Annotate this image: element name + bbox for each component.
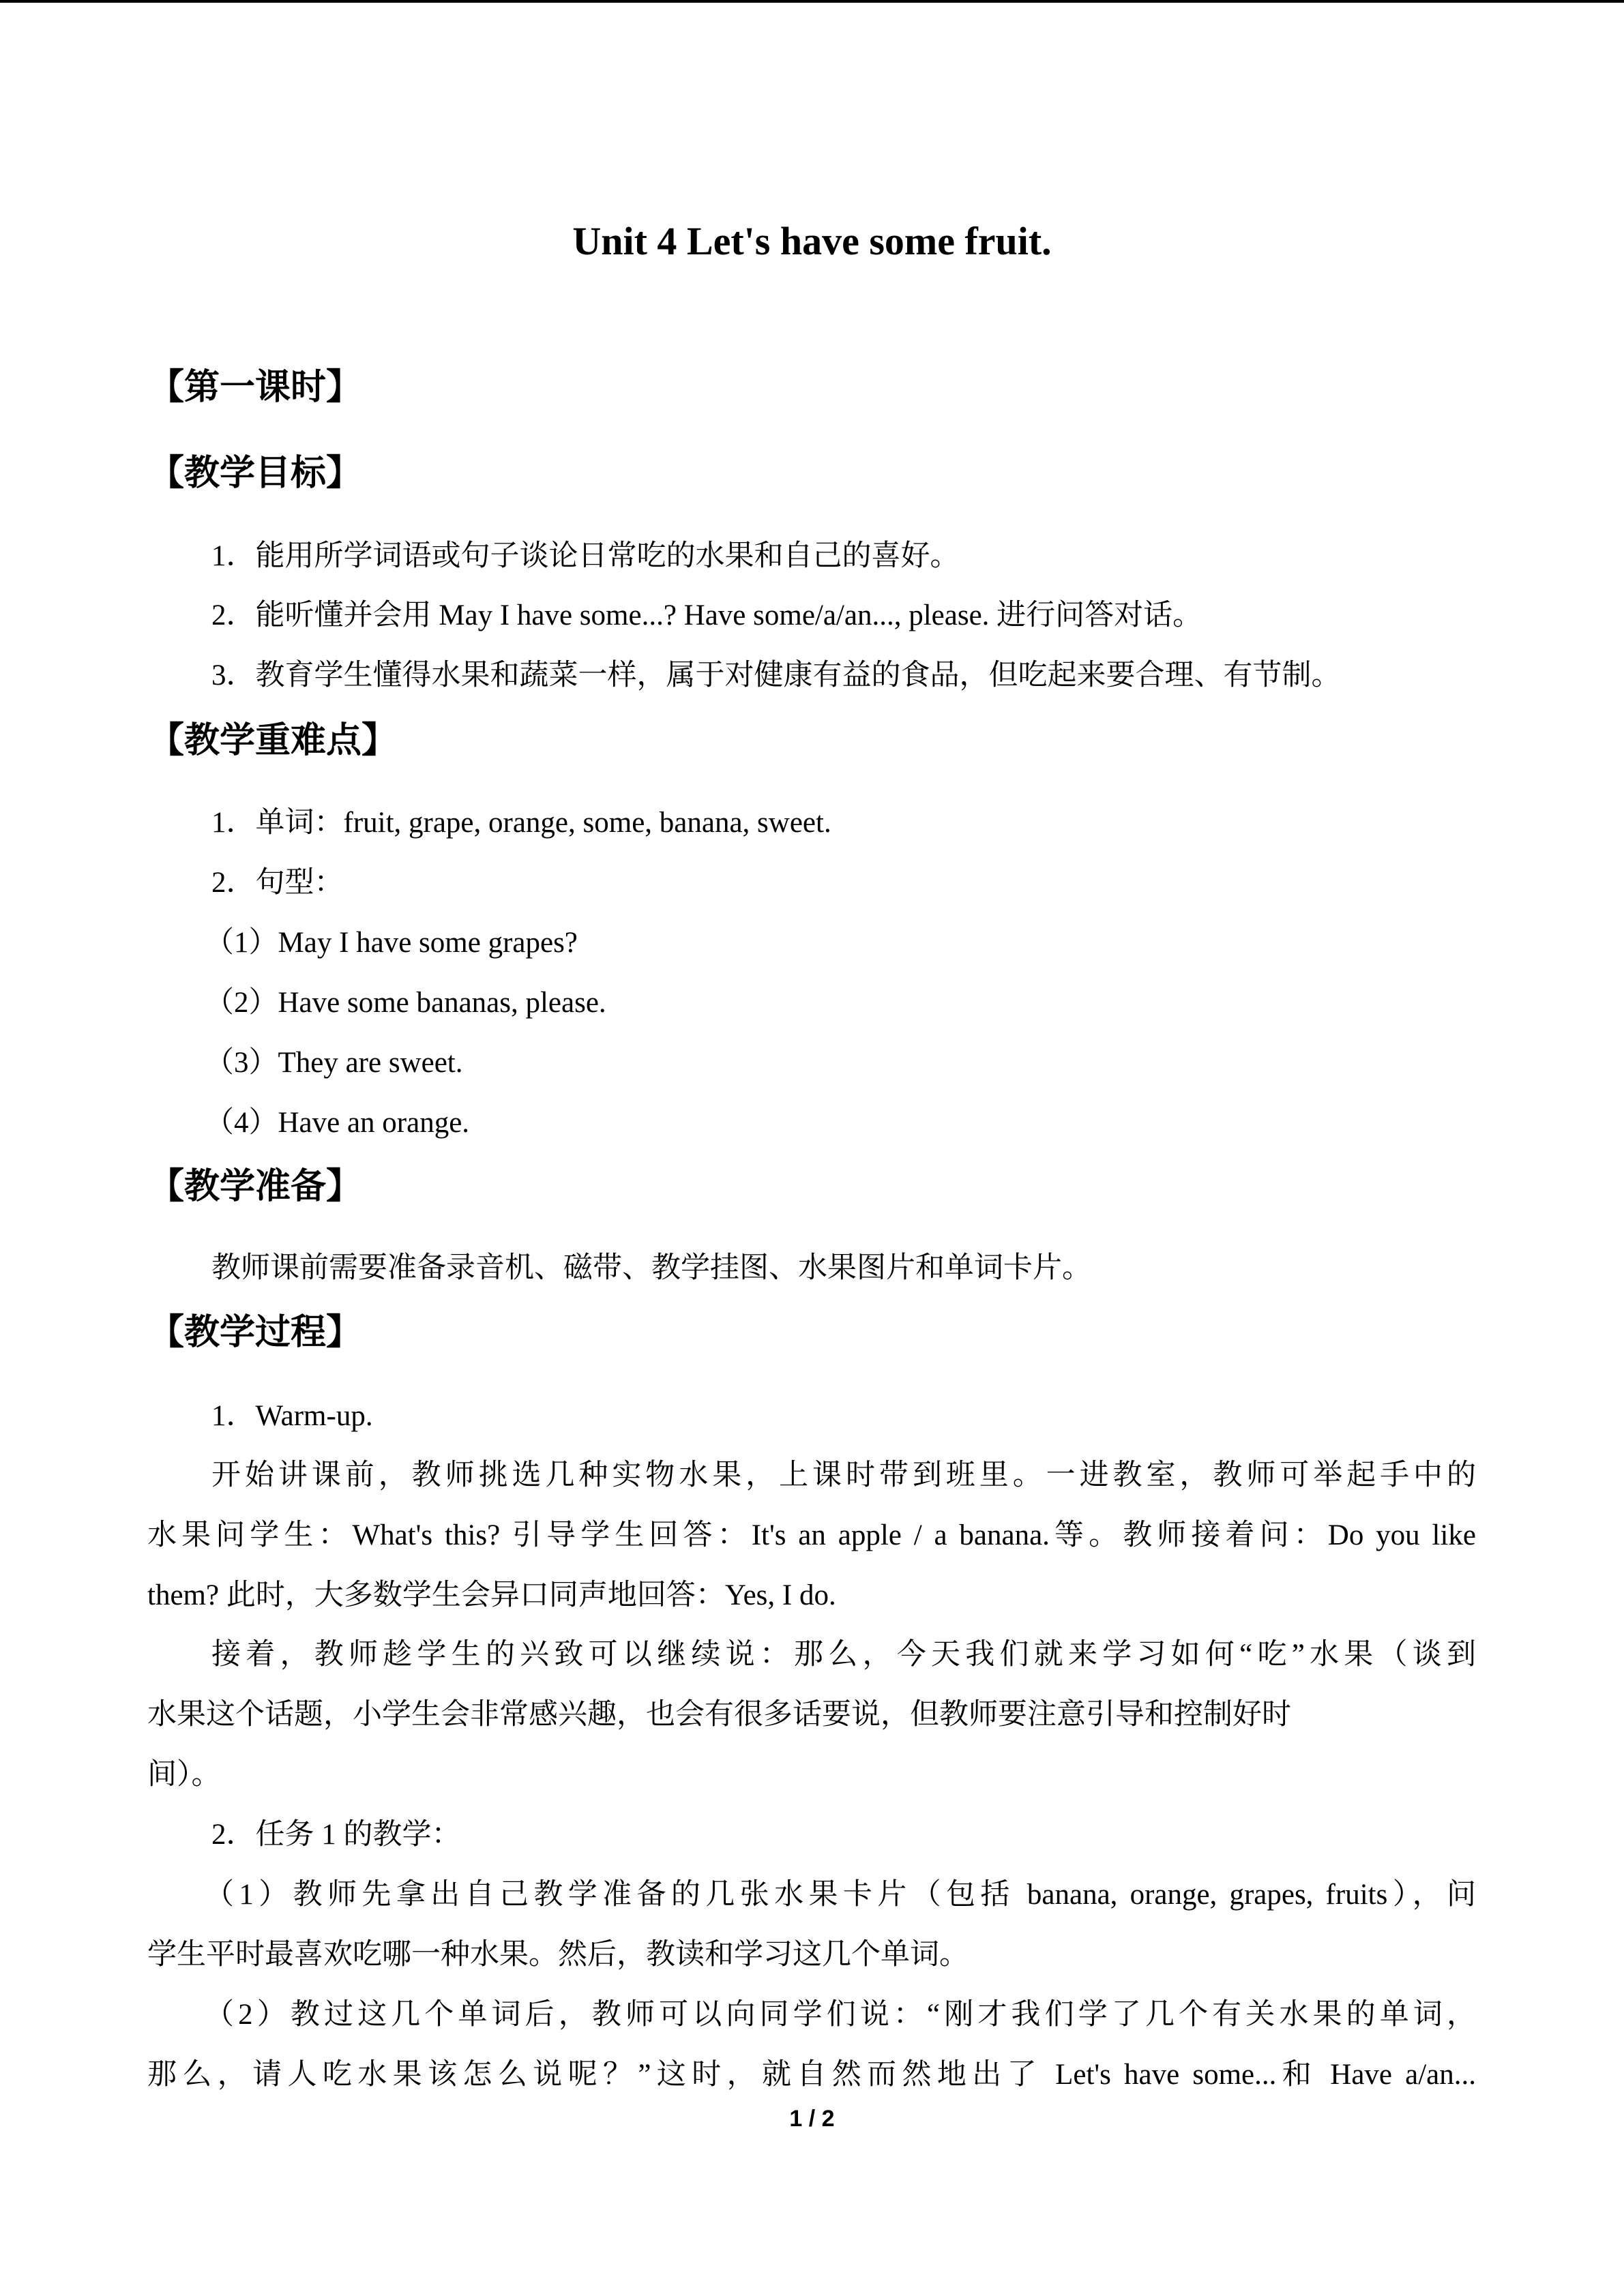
page-number: 1 / 2 [789, 2106, 835, 2132]
key-point-sentence-2: （2）Have some bananas, please. [205, 987, 606, 1019]
step-1-title: 1．Warm-up. [211, 1400, 373, 1432]
heading-key-points: 【教学重难点】 [149, 720, 398, 761]
preparation-text: 教师课前需要准备录音机、磁带、教学挂图、水果图片和单词卡片。 [211, 1252, 1091, 1284]
key-point-item-1: 1．单词：fruit, grape, orange, some, banana, sweet. [211, 807, 831, 839]
paragraph-3-line-1: （1）教师先拿出自己教学准备的几张水果卡片（包括 banana, orange, grapes, fruits），问 [205, 1879, 1476, 1911]
heading-preparation: 【教学准备】 [149, 1166, 362, 1207]
objective-item-1: 1．能用所学词语或句子谈论日常吃的水果和自己的喜好。 [211, 540, 960, 572]
heading-process: 【教学过程】 [149, 1312, 362, 1353]
key-point-sentence-1: （1）May I have some grapes? [205, 927, 578, 959]
key-point-sentence-3: （3）They are sweet. [205, 1047, 463, 1079]
paragraph-1-line-2: 水果问学生：What's this? 引导学生回答：It's an apple / a banana.等。教师接着问：Do you like [147, 1519, 1476, 1551]
paragraph-1-line-3: them? 此时，大多数学生会异口同声地回答：Yes, I do. [147, 1579, 836, 1611]
key-point-sentence-4: （4）Have an orange. [205, 1107, 470, 1139]
objective-item-3: 3．教育学生懂得水果和蔬菜一样，属于对健康有益的食品，但吃起来要合理、有节制。 [211, 659, 1341, 691]
step-2-title: 2．任务 1 的教学： [211, 1819, 461, 1851]
lesson-label: 【第一课时】 [149, 367, 362, 408]
paragraph-4-line-2: 那么，请人吃水果该怎么说呢？”这时，就自然而然地出了 Let's have some...和 Have a/an... [147, 2059, 1476, 2091]
paragraph-4-line-1: （2）教过这几个单词后，教师可以向同学们说：“刚才我们学了几个有关水果的单词， [205, 1999, 1476, 2031]
paragraph-2-line-3: 间）。 [147, 1759, 221, 1791]
paragraph-1-line-1: 开始讲课前，教师挑选几种实物水果，上课时带到班里。一进教室，教师可举起手中的 [211, 1459, 1476, 1491]
paragraph-2-line-1: 接着，教师趁学生的兴致可以继续说：那么，今天我们就来学习如何“吃”水果（谈到 [211, 1639, 1476, 1671]
paragraph-2-line-2: 水果这个话题，小学生会非常感兴趣，也会有很多话要说，但教师要注意引导和控制好时 [147, 1699, 1291, 1731]
objective-item-2: 2．能听懂并会用 May I have some...? Have some/a/an..., please. 进行问答对话。 [211, 599, 1202, 631]
paragraph-3-line-2: 学生平时最喜欢吃哪一种水果。然后，教读和学习这几个单词。 [147, 1939, 969, 1971]
key-point-item-2: 2．句型： [211, 867, 344, 899]
page-title: Unit 4 Let's have some fruit. [572, 219, 1052, 263]
heading-objectives: 【教学目标】 [149, 453, 362, 494]
